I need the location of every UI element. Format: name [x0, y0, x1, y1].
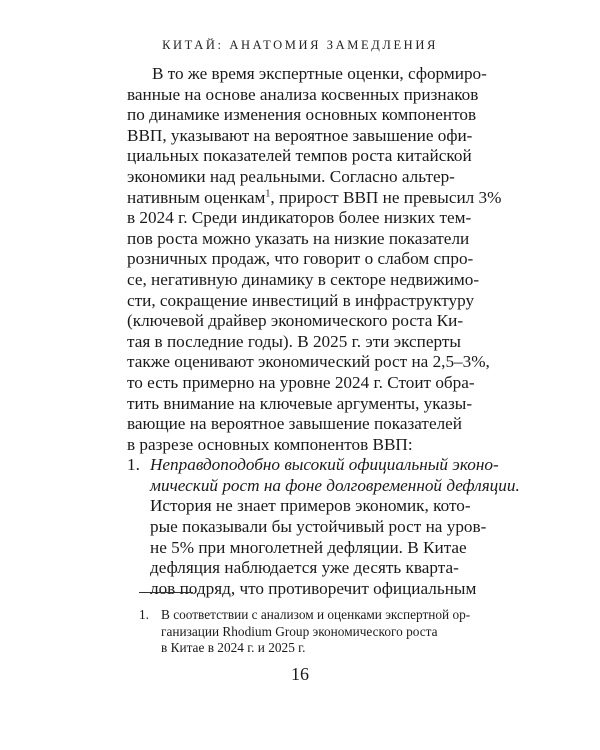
text-line: ВВП, указывают на вероятное завышение офи-	[127, 125, 473, 145]
list-item-heading-line	[127, 455, 521, 476]
list-item-text-line: История не знает примеров экономик, кото-	[150, 496, 471, 516]
text-fragment: нативным оценкам	[127, 187, 266, 207]
running-head: КИТАЙ: АНАТОМИЯ ЗАМЕДЛЕНИЯ	[162, 38, 438, 52]
list-item-heading-line	[127, 476, 521, 497]
footnote-separator	[139, 592, 193, 593]
footnote	[139, 607, 531, 657]
footnote-line: в Китае в 2024 г. и 2025 г.	[161, 640, 306, 655]
list-item-text-line: не 5% при многолетней дефляции. В Китае	[150, 537, 467, 557]
list-item-text-line: дефляция наблюдается уже десять кварта-	[150, 558, 459, 578]
main-text	[127, 64, 521, 599]
numbered-list-item	[127, 455, 521, 599]
list-item-number: 1.	[127, 455, 140, 475]
text-line: циальных показателей темпов роста китайской	[127, 146, 472, 166]
text-line: (ключевой драйвер экономического роста Ки-	[127, 311, 464, 331]
list-item-text-line: рые показывали бы устойчивый рост на уров-	[150, 517, 487, 537]
text-line: по динамике изменения основных компонентов	[127, 105, 477, 125]
text-line: тая в последние годы). В 2025 г. эти эксперты	[127, 331, 461, 351]
text-line: се, негативную динамику в секторе недвижимо-	[127, 269, 480, 289]
text-line: вающие на вероятное завышение показателей	[127, 414, 462, 434]
text-fragment: , прирост ВВП не превысил 3%	[270, 187, 502, 207]
text-line: в разрезе основных компонентов ВВП:	[127, 434, 413, 454]
footnote-text: В соответствии с анализом и оценками экспертной ор-	[161, 607, 471, 622]
text-line: экономики над реальными. Согласно альтер-	[127, 166, 455, 186]
page-number: 16	[291, 664, 309, 684]
footnote-line	[139, 607, 531, 624]
list-item-heading: мический рост на фоне долговременной дефляции.	[150, 475, 520, 495]
text-line: тить внимание на ключевые аргументы, указы-	[127, 393, 473, 413]
footnote-line: ганизации Rhodium Group экономического роста	[161, 623, 438, 639]
text-line-with-footnote	[127, 188, 521, 209]
footnote-number: 1.	[139, 607, 149, 622]
text-line: также оценивают экономический рост на 2,5–3%,	[127, 352, 490, 372]
text-line: пов роста можно указать на низкие показатели	[127, 228, 470, 248]
list-item-heading: Неправдоподобно высокий официальный эконо-	[150, 455, 499, 475]
text-line: то есть примерно на уровне 2024 г. Стоит обра-	[127, 372, 475, 392]
text-line: В то же время экспертные оценки, сформиро-	[152, 64, 487, 83]
text-line: сти, сокращение инвестиций в инфраструктуру	[127, 290, 475, 310]
text-line: ванные на основе анализа косвенных признаков	[127, 84, 479, 104]
footnote-marker: 1	[265, 187, 271, 199]
list-item-text-line: лов подряд, что противоречит официальным	[150, 578, 477, 598]
text-line: в 2024 г. Среди индикаторов более низких тем-	[127, 208, 472, 228]
text-line: розничных продаж, что говорит о слабом спро-	[127, 249, 474, 269]
